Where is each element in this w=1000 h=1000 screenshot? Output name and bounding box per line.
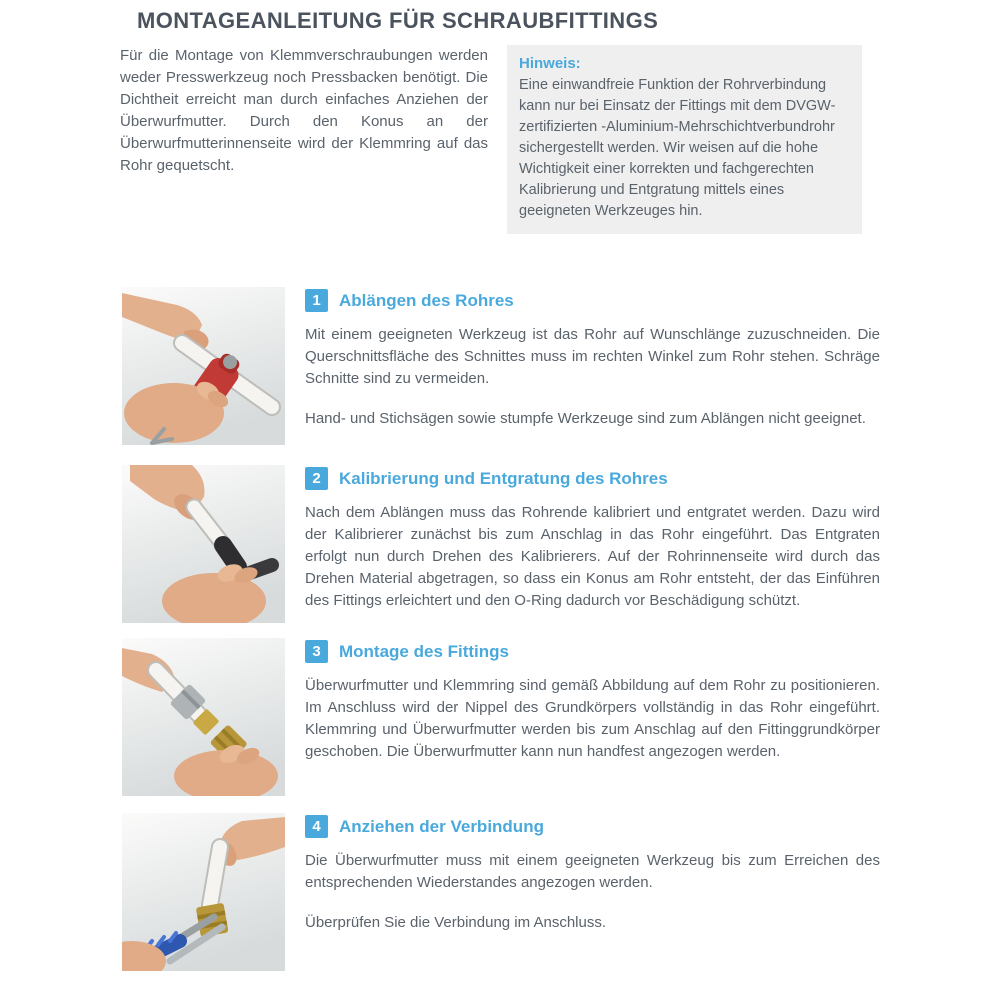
page-title: MONTAGEANLEITUNG FÜR SCHRAUBFITTINGS: [137, 8, 659, 33]
step-2-title: Kalibrierung und Entgratung des Rohres: [339, 469, 668, 488]
step-4-note: Überprüfen Sie die Verbindung im Anschluss.: [305, 914, 607, 931]
step-4-number-badge: 4: [305, 815, 328, 838]
step-4-title: Anziehen der Verbindung: [339, 817, 544, 836]
step-1-note: Hand- und Stichsägen sowie stumpfe Werkzeuge sind zum Ablängen nicht geeignet.: [305, 410, 866, 427]
fitting-assembly-photo: [122, 638, 285, 796]
step-2-number-badge: 2: [305, 467, 328, 490]
step-1-paragraph: Mit einem geeigneten Werkzeug ist das Rohr auf Wunschlänge zuzuschneiden. Die Querschnittsfläche des Schnittes muss im rechten Winkel zum Rohr stehen. Schräge Schnitte sind zu vermeiden.: [305, 326, 880, 387]
step-3-title: Montage des Fittings: [339, 642, 509, 661]
step-1-number-badge: 1: [305, 289, 328, 312]
step-4: [122, 813, 880, 971]
step-3: [122, 638, 880, 796]
intro-row: [120, 45, 862, 234]
hinweis-label: Hinweis:: [519, 55, 581, 72]
step-1: [122, 287, 880, 445]
pipe-cutting-photo: [122, 287, 285, 445]
step-2: [122, 465, 880, 623]
hinweis-box: [507, 45, 862, 234]
pipe-calibration-photo: [122, 465, 285, 623]
step-3-number-badge: 3: [305, 640, 328, 663]
step-3-paragraph: Überwurfmutter und Klemmring sind gemäß Abbildung auf dem Rohr zu positionieren. Im Anschluss wird der Nippel des Grundkörpers vollständig in das Rohr eingeführt. Klemmring und Überwurfmutter werden bis zum Anschlag auf den Fittinggrundkörper geschoben. Die Überwurfmutter kann nun handfest angezogen werden.: [305, 677, 880, 760]
step-1-title: Ablängen des Rohres: [339, 291, 514, 310]
hinweis-text: Eine einwandfreie Funktion der Rohrverbindung kann nur bei Einsatz der Fittings mit dem DVGW-zertifizierten -Aluminium-Mehrschichtverbundrohr sichergestellt werden. Wir weisen auf die hohe Wichtigkeit einer korrekten und fachgerechten Kalibrierung und Entgratung mittels eines geeigneten Werkzeuges hin.: [519, 77, 836, 219]
tightening-connection-photo: [122, 813, 285, 971]
step-2-paragraph: Nach dem Ablängen muss das Rohrende kalibriert und entgratet werden. Dazu wird der Kalibrierer zunächst bis zum Anschlag in das Rohr eingeführt. Das Entgraten erfolgt nun durch Drehen des Kalibrierers. Auf der Rohrinnenseite wird durch das Drehen Material abgetragen, so dass ein Konus am Rohr entsteht, der das Einführen des Fittings erleichtert und den O-Ring dadurch vor Beschädigung schützt.: [305, 504, 880, 609]
step-4-paragraph: Die Überwurfmutter muss mit einem geeigneten Werkzeug bis zum Erreichen des entsprechenden Wiederstandes angezogen werden.: [305, 852, 880, 891]
intro-paragraph: Für die Montage von Klemmverschraubungen werden weder Presswerkzeug noch Pressbacken benötigt. Die Dichtheit erreicht man durch einfaches Anziehen der Überwurfmutter. Durch den Konus an der Überwurfmutterinnenseite wird der Klemmring auf das Rohr gequetscht.: [120, 47, 488, 174]
